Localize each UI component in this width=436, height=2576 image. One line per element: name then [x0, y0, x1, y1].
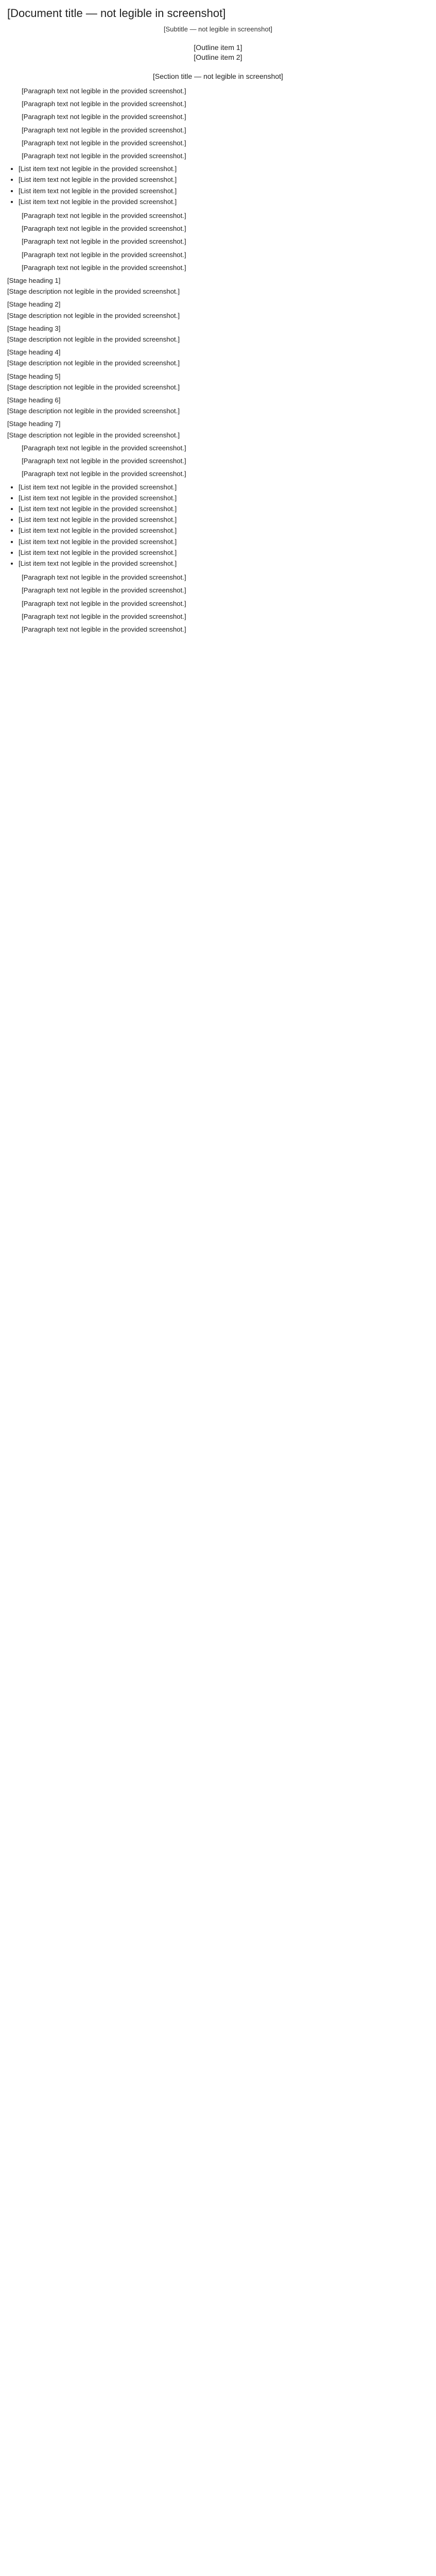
paragraph: [Paragraph text not legible in the provided screenshot.]: [22, 126, 186, 134]
list-item: • [List item text not legible in the provided screenshot.]: [19, 537, 429, 546]
paragraph: [Paragraph text not legible in the provided screenshot.]: [22, 599, 186, 607]
stage-heading: [Stage heading 6]: [7, 396, 61, 404]
paragraph: [Paragraph text not legible in the provided screenshot.]: [22, 250, 186, 259]
list-item: • [List item text not legible in the provided screenshot.]: [19, 494, 429, 502]
stages: [7, 276, 429, 439]
list-item: • [List item text not legible in the provided screenshot.]: [19, 187, 429, 195]
stage-text: [Stage description not legible in the provided screenshot.]: [7, 383, 180, 391]
stage-text: [Stage description not legible in the provided screenshot.]: [7, 407, 180, 415]
stage-heading: [Stage heading 5]: [7, 372, 61, 380]
paragraph: [Paragraph text not legible in the provided screenshot.]: [22, 152, 186, 160]
paragraph: [Paragraph text not legible in the provided screenshot.]: [22, 625, 186, 633]
stage-text: [Stage description not legible in the provided screenshot.]: [7, 359, 180, 367]
document-subtitle: [Subtitle — not legible in screenshot]: [163, 25, 272, 33]
list-item: • [List item text not legible in the provided screenshot.]: [19, 483, 429, 492]
list-item: • [List item text not legible in the provided screenshot.]: [19, 548, 429, 557]
paragraphs-mid: [7, 211, 429, 272]
bullet-list: [7, 483, 429, 568]
paragraph: [Paragraph text not legible in the provided screenshot.]: [22, 444, 186, 452]
paragraphs-after-stages: [7, 444, 429, 479]
stage-text: [Stage description not legible in the provided screenshot.]: [7, 431, 180, 439]
list-item: • [List item text not legible in the provided screenshot.]: [19, 526, 429, 535]
list-item: • [List item text not legible in the provided screenshot.]: [19, 504, 429, 513]
stage: [7, 276, 429, 296]
paragraph: [Paragraph text not legible in the provided screenshot.]: [22, 457, 186, 465]
paragraph: [Paragraph text not legible in the provided screenshot.]: [22, 100, 186, 108]
outline-item: [Outline item 1]: [194, 43, 242, 52]
outline: [7, 43, 429, 62]
stage: [7, 348, 429, 367]
stage: [7, 372, 429, 392]
stage-text: [Stage description not legible in the provided screenshot.]: [7, 287, 180, 296]
stage-heading: [Stage heading 3]: [7, 324, 61, 332]
stage-heading: [Stage heading 1]: [7, 277, 61, 285]
paragraph: [Paragraph text not legible in the provided screenshot.]: [22, 612, 186, 620]
stage-text: [Stage description not legible in the provided screenshot.]: [7, 335, 180, 344]
outline-item: [Outline item 2]: [194, 53, 242, 61]
paragraph: [Paragraph text not legible in the provided screenshot.]: [22, 238, 186, 246]
document-title: [Document title — not legible in screenshot]: [7, 7, 226, 20]
paragraph: [Paragraph text not legible in the provided screenshot.]: [22, 586, 186, 595]
paragraph: [Paragraph text not legible in the provided screenshot.]: [22, 225, 186, 233]
stage: [7, 300, 429, 319]
paragraphs-intro: [7, 87, 429, 160]
stage: [7, 419, 429, 439]
list-item: • [List item text not legible in the provided screenshot.]: [19, 175, 429, 184]
list-item: • [List item text not legible in the provided screenshot.]: [19, 164, 429, 173]
page-bottom-spacer: [7, 638, 429, 641]
paragraph: [Paragraph text not legible in the provided screenshot.]: [22, 470, 186, 478]
list-item: • [List item text not legible in the provided screenshot.]: [19, 559, 429, 568]
bullet-list: [7, 164, 429, 206]
paragraphs-end: [7, 573, 429, 634]
stage-heading: [Stage heading 4]: [7, 348, 61, 357]
paragraph: [Paragraph text not legible in the provided screenshot.]: [22, 139, 186, 147]
paragraph: [Paragraph text not legible in the provided screenshot.]: [22, 113, 186, 121]
section-title: [Section title — not legible in screenshot]: [153, 72, 283, 80]
stage-heading: [Stage heading 7]: [7, 420, 61, 428]
paragraph: [Paragraph text not legible in the provided screenshot.]: [22, 87, 186, 95]
stage: [7, 396, 429, 415]
list-item: • [List item text not legible in the provided screenshot.]: [19, 515, 429, 524]
stage: [7, 324, 429, 344]
paragraph: [Paragraph text not legible in the provided screenshot.]: [22, 263, 186, 272]
stage-heading: [Stage heading 2]: [7, 300, 61, 309]
paragraph: [Paragraph text not legible in the provided screenshot.]: [22, 573, 186, 582]
paragraph: [Paragraph text not legible in the provided screenshot.]: [22, 212, 186, 220]
stage-text: [Stage description not legible in the provided screenshot.]: [7, 311, 180, 319]
list-item: • [List item text not legible in the provided screenshot.]: [19, 197, 429, 206]
